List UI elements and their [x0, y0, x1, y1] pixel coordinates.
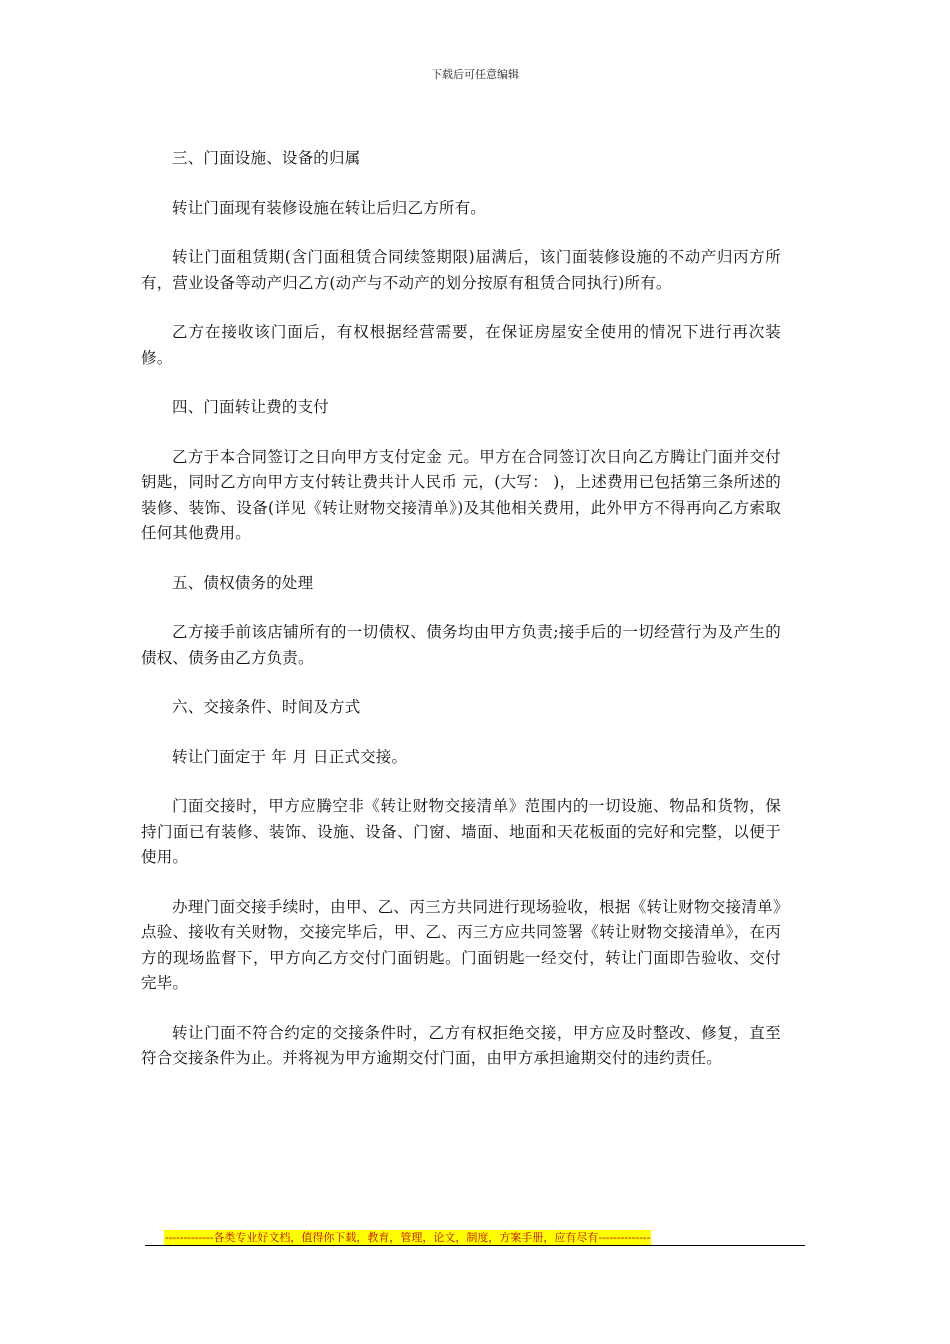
paragraph: 转让门面不符合约定的交接条件时，乙方有权拒绝交接，甲方应及时整改、修复，直至符合交接条件为止。并将视为甲方逾期交付门面，由甲方承担逾期交付的违约责任。 — [141, 1023, 781, 1067]
document-body — [141, 146, 781, 1096]
paragraph: 转让门面现有装修设施在转让后归乙方所有。 — [172, 198, 487, 217]
footer-divider — [145, 1245, 805, 1246]
paragraph: 门面交接时，甲方应腾空非《转让财物交接清单》范围内的一切设施、物品和货物，保持门面已有装修、装饰、设施、设备、门窗、墙面、地面和天花板面的完好和完整，以便于使用。 — [141, 797, 781, 866]
paragraph: 乙方在接收该门面后，有权根据经营需要，在保证房屋安全使用的情况下进行再次装修。 — [141, 323, 781, 367]
page-footer — [145, 1226, 805, 1245]
footer-banner: -------------各类专业好文档，值得你下载，教育，管理，论文，制度，方案手册，应有尽有-------------- — [165, 1231, 651, 1244]
section-heading-5: 五、债权债务的处理 — [172, 573, 314, 592]
paragraph: 乙方于本合同签订之日向甲方支付定金 元。甲方在合同签订次日向乙方腾让门面并交付钥匙，同时乙方向甲方支付转让费共计人民币 元，(大写： )，上述费用已包括第三条所述的装修、装饰、设备(详见《转让财物交接清单》)及其他相关费用，此外甲方不得再向乙方索取任何其他费用。 — [141, 447, 781, 542]
paragraph: 转让门面定于 年 月 日正式交接。 — [172, 747, 408, 766]
section-heading-4: 四、门面转让费的支付 — [172, 398, 330, 416]
paragraph: 转让门面租赁期(含门面租赁合同续签期限)届满后，该门面装修设施的不动产归丙方所有，营业设备等动产归乙方(动产与不动产的划分按原有租赁合同执行)所有。 — [141, 248, 781, 292]
paragraph: 办理门面交接手续时，由甲、乙、丙三方共同进行现场验收，根据《转让财物交接清单》点验、接收有关财物，交接完毕后，甲、乙、丙三方应共同签署《转让财物交接清单》，在丙方的现场监督下，甲方向乙方交付门面钥匙。门面钥匙一经交付，转让门面即告验收、交付完毕。 — [141, 897, 781, 992]
section-heading-6: 六、交接条件、时间及方式 — [172, 698, 361, 716]
section-heading-3: 三、门面设施、设备的归属 — [172, 149, 361, 167]
page-header: 下载后可任意编辑 — [431, 68, 519, 81]
paragraph: 乙方接手前该店铺所有的一切债权、债务均由甲方负责;接手后的一切经营行为及产生的债权、债务由乙方负责。 — [141, 623, 781, 667]
